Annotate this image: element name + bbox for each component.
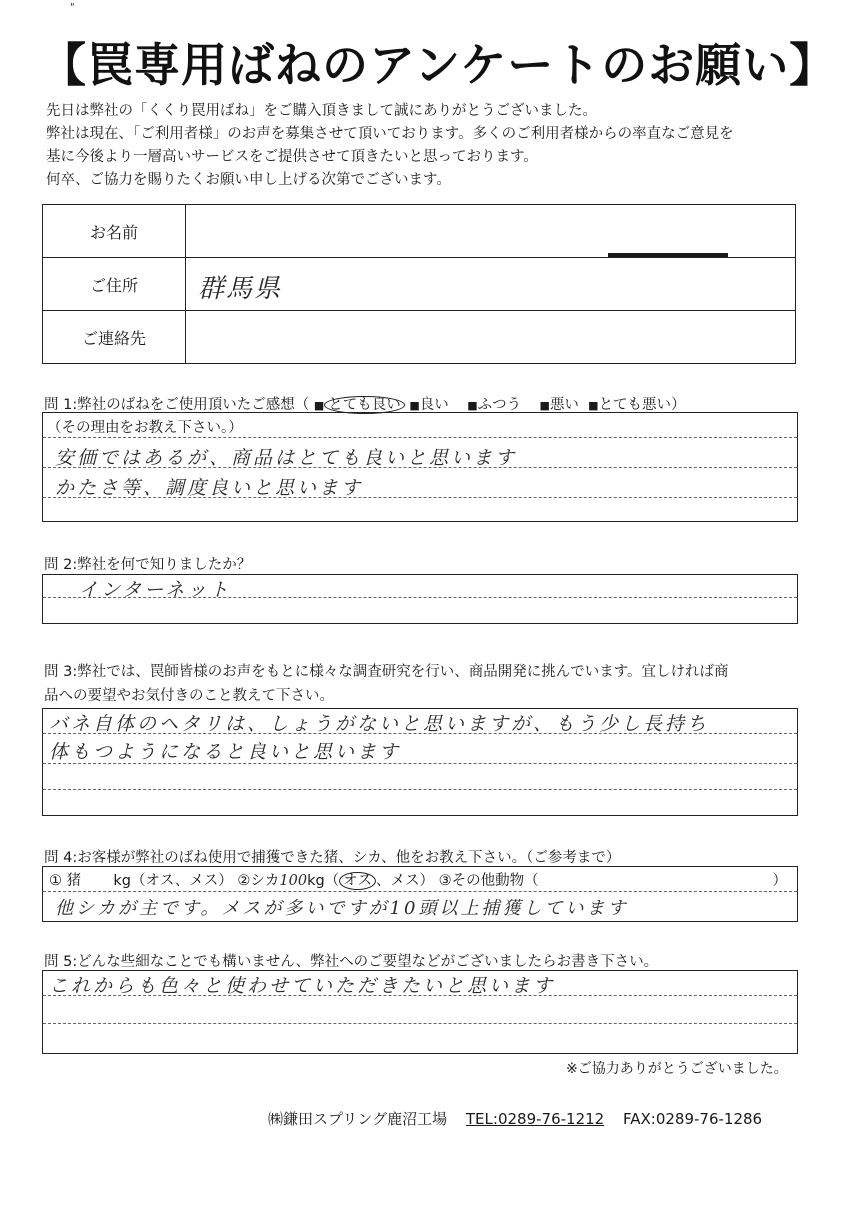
q1-option-very-good[interactable]: とても良い	[324, 396, 405, 414]
q1-close: ）	[671, 397, 686, 413]
q5-answer-box[interactable]	[42, 970, 798, 1054]
q1-option-marker: ■	[409, 399, 420, 412]
footer-fax: FAX:0289-76-1286	[622, 1110, 763, 1128]
q4-deer-kg: kg（	[307, 873, 340, 889]
q1-option-good[interactable]: 良い	[419, 397, 449, 413]
dashed-line	[43, 891, 797, 892]
q4-deer-female: 、メス）	[376, 873, 435, 889]
q5-question: 問 5:どんな些細なことでも構いません、弊社へのご要望などがございましたらお書き下さい。	[44, 954, 659, 970]
dashed-line	[43, 1023, 797, 1024]
q4-choices	[49, 869, 793, 890]
address-label: ご住所	[43, 258, 186, 311]
q1-answer-box[interactable]	[42, 412, 798, 522]
intro-line: 何卒、ご協力を賜りたくお願い申し上げる次第でございます。	[46, 172, 451, 188]
q3-answer-box[interactable]	[42, 708, 798, 816]
q1-option-bad[interactable]: 悪い	[549, 397, 579, 413]
footer	[268, 1108, 762, 1129]
q1-option-marker: ■	[588, 399, 599, 412]
contact-field[interactable]	[186, 311, 796, 364]
q4-close: ）	[772, 873, 787, 889]
q1-answer-line: かたさ等、調度良いと思います	[55, 477, 364, 499]
q4-question: 問 4:お客様が弊社のばね使用で捕獲できた猪、シカ、他をお教え下さい。（ご参考まで）	[44, 850, 621, 866]
q5-answer-line: これからも色々と使わせていただきたいと思います	[49, 975, 556, 997]
address-field[interactable]	[186, 258, 796, 311]
q4-boar: ① 猪	[49, 873, 82, 889]
q4-deer: ②シカ	[237, 873, 280, 889]
intro-line: 弊社は現在、「ご利用者様」のお声を募集させて頂いております。多くのご利用者様からの率直なご意見を	[46, 126, 734, 142]
intro-text	[46, 100, 816, 192]
q1-question	[44, 393, 686, 414]
dashed-line	[43, 437, 797, 438]
q1-option-marker: ■	[313, 399, 325, 412]
q4-answer-line: 他シカが主です。メスが多いですが10頭以上捕獲しています	[55, 898, 629, 919]
intro-line: 基に今後より一層高いサービスをご提供させて頂きたいと思っております。	[46, 149, 538, 165]
q4-deer-male[interactable]: オス	[339, 872, 376, 890]
scan-mark: "	[70, 2, 75, 13]
name-field[interactable]	[186, 205, 796, 258]
address-value: 群馬県	[198, 274, 283, 304]
q1-prompt: （その理由をお教え下さい。）	[47, 420, 243, 436]
q3-question-text-cont: 品への要望やお気付きのこと教えて下さい。	[44, 688, 334, 704]
q2-answer-box[interactable]	[42, 574, 798, 624]
q1-answer-line: 安価ではあるが、商品はとても良いと思います	[55, 447, 518, 469]
q1-option-very-bad[interactable]: とても悪い	[598, 397, 672, 413]
redaction-mark	[608, 253, 728, 257]
q1-option-marker: ■	[539, 399, 550, 412]
q4-other: ③その他動物（	[438, 873, 539, 889]
q1-option-normal[interactable]: ふつう	[477, 397, 522, 413]
q3-question-text: 問 3:弊社では、罠師皆様のお声をもとに様々な調査研究を行い、商品開発に挑んでいます。宜しければ商	[44, 664, 729, 680]
footer-company: ㈱鎌田スプリング鹿沼工場	[268, 1110, 448, 1128]
dashed-line	[43, 789, 797, 790]
intro-line: 先日は弊社の「くくり罠用ばね」をご購入頂きまして誠にありがとうございました。	[46, 103, 597, 119]
contact-label: ご連絡先	[43, 311, 186, 364]
q4-deer-weight: 100	[279, 873, 308, 889]
page-title: 【罠専用ばねのアンケートのお願い】	[40, 38, 837, 92]
q1-question-text: 問 1:弊社のばねをご使用頂いたご感想（	[44, 397, 310, 413]
q2-question: 問 2:弊社を何で知りましたか？	[44, 557, 252, 573]
contact-info-table	[42, 204, 796, 364]
q4-answer-box[interactable]	[42, 866, 798, 922]
q3-answer-line: バネ自体のヘタリは、しょうがないと思いますが、もう少し長持ち	[49, 713, 710, 735]
q2-answer-line: インターネット	[79, 579, 232, 601]
footer-tel[interactable]: TEL:0289-76-1212	[465, 1110, 605, 1128]
q1-option-marker: ■	[467, 399, 478, 412]
thanks-note: ※ご協力ありがとうございました。	[566, 1061, 788, 1077]
q3-question	[44, 660, 729, 708]
q4-boar-kg: kg（オス、メス）	[113, 873, 233, 889]
q3-answer-line: 体もつようになると良いと思います	[49, 741, 402, 763]
name-label: お名前	[43, 205, 186, 258]
